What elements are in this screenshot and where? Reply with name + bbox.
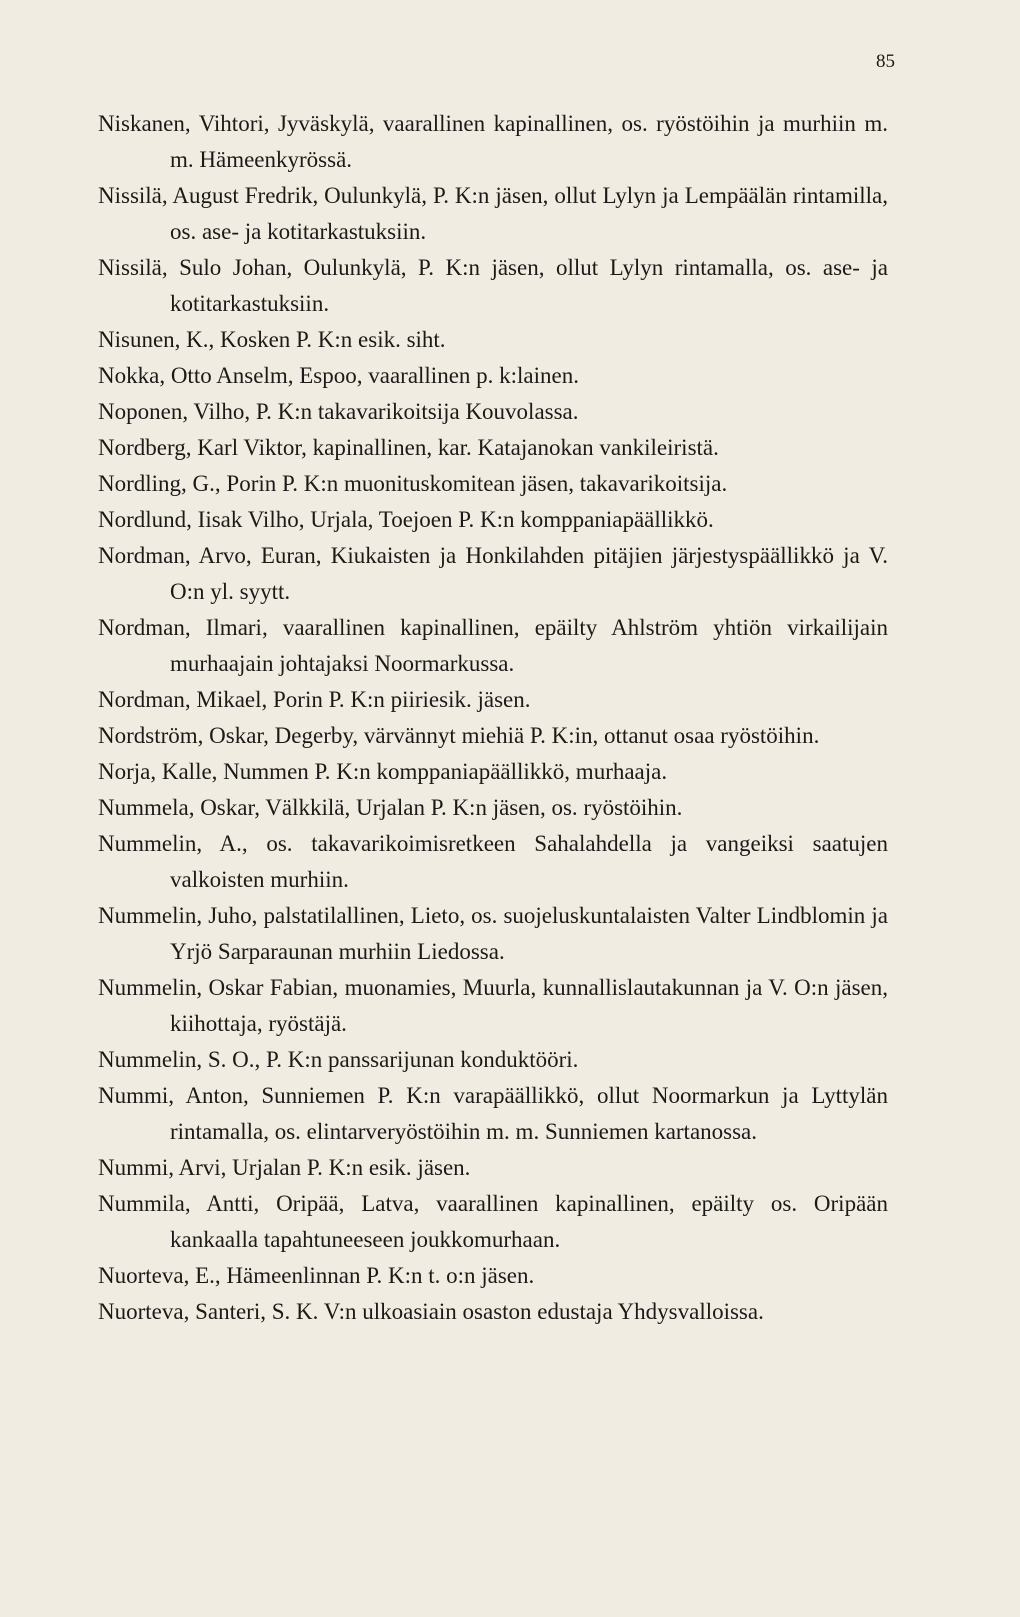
list-entry: Nummelin, Oskar Fabian, muonamies, Muurla, kunnallislautakunnan ja V. O:n jäsen, kiihottaja, ryöstäjä. bbox=[98, 975, 888, 1036]
list-entry: Nordlund, Iisak Vilho, Urjala, Toejoen P. K:n komppaniapäällikkö. bbox=[98, 507, 714, 532]
list-entry: Nuorteva, Santeri, S. K. V:n ulkoasiain osaston edustaja Yhdysvalloissa. bbox=[98, 1299, 764, 1324]
list-entry: Nordberg, Karl Viktor, kapinallinen, kar. Katajanokan vankileiristä. bbox=[98, 435, 719, 460]
list-entry: Nokka, Otto Anselm, Espoo, vaarallinen p. k:lainen. bbox=[98, 363, 579, 388]
list-entry: Nummela, Oskar, Välkkilä, Urjalan P. K:n jäsen, os. ryöstöihin. bbox=[98, 795, 683, 820]
list-entry: Nummelin, S. O., P. K:n panssarijunan konduktööri. bbox=[98, 1047, 579, 1072]
entry-list bbox=[98, 106, 888, 1330]
list-entry: Nummelin, Juho, palstatilallinen, Lieto, os. suojeluskuntalaisten Valter Lindblomin ja Yrjö Sarparaunan murhiin Liedossa. bbox=[98, 903, 888, 964]
list-entry: Nordling, G., Porin P. K:n muonituskomitean jäsen, takavarikoitsija. bbox=[98, 471, 728, 496]
list-entry: Nissilä, Sulo Johan, Oulunkylä, P. K:n jäsen, ollut Lylyn rintamalla, os. ase- ja kotitarkastuksiin. bbox=[98, 255, 888, 316]
list-entry: Nisunen, K., Kosken P. K:n esik. siht. bbox=[98, 327, 446, 352]
list-entry: Nordman, Mikael, Porin P. K:n piiriesik. jäsen. bbox=[98, 687, 531, 712]
page-number: 85 bbox=[876, 51, 895, 72]
list-entry: Nummi, Anton, Sunniemen P. K:n varapäällikkö, ollut Noormarkun ja Lyttylän rintamalla, os. elintarveryöstöihin m. m. Sunniemen kartanossa. bbox=[98, 1083, 888, 1144]
list-entry: Norja, Kalle, Nummen P. K:n komppaniapäällikkö, murhaaja. bbox=[98, 759, 668, 784]
list-entry: Nuorteva, E., Hämeenlinnan P. K:n t. o:n jäsen. bbox=[98, 1263, 535, 1288]
list-entry: Nordman, Arvo, Euran, Kiukaisten ja Honkilahden pitäjien järjestyspäällikkö ja V. O:n yl. syytt. bbox=[98, 543, 888, 604]
list-entry: Nissilä, August Fredrik, Oulunkylä, P. K:n jäsen, ollut Lylyn ja Lempäälän rintamilla, os. ase- ja kotitarkastuksiin. bbox=[98, 183, 888, 244]
list-entry: Nummila, Antti, Oripää, Latva, vaarallinen kapinallinen, epäilty os. Oripään kankaalla tapahtuneeseen joukkomurhaan. bbox=[98, 1191, 888, 1252]
list-entry: Nordström, Oskar, Degerby, värvännyt miehiä P. K:in, ottanut osaa ryöstöihin. bbox=[98, 723, 820, 748]
list-entry: Noponen, Vilho, P. K:n takavarikoitsija Kouvolassa. bbox=[98, 399, 579, 424]
list-entry: Nummi, Arvi, Urjalan P. K:n esik. jäsen. bbox=[98, 1155, 471, 1180]
list-entry: Nummelin, A., os. takavarikoimisretkeen Sahalahdella ja vangeiksi saatujen valkoisten murhiin. bbox=[98, 831, 888, 892]
list-entry: Nordman, Ilmari, vaarallinen kapinallinen, epäilty Ahlström yhtiön virkailijain murhaajain johtajaksi Noormarkussa. bbox=[98, 615, 888, 676]
list-entry: Niskanen, Vihtori, Jyväskylä, vaarallinen kapinallinen, os. ryöstöihin ja murhiin m. m. Hämeenkyrössä. bbox=[98, 111, 888, 172]
